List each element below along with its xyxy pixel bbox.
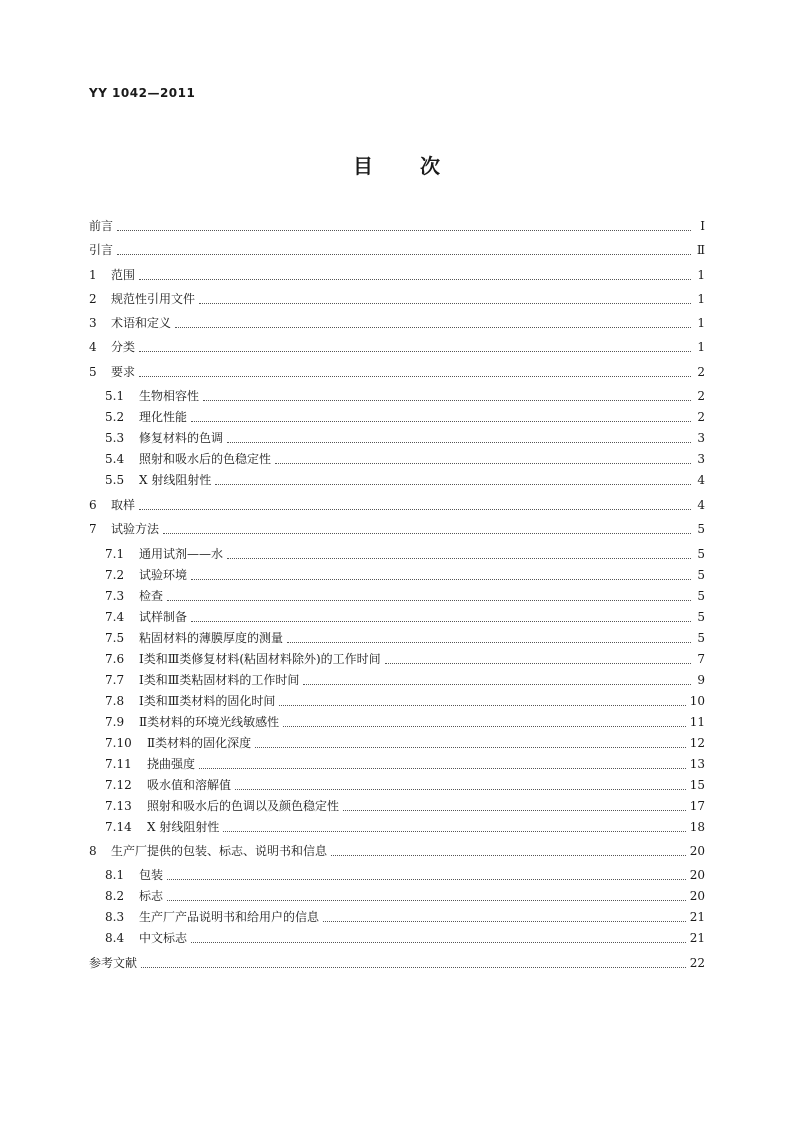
toc-entry-page: 2 — [697, 389, 705, 403]
toc-entry-number: 3 — [89, 316, 97, 330]
toc-entry-page: 17 — [689, 799, 705, 813]
toc-entry[interactable] — [89, 865, 705, 885]
toc-entry-title: Ⅰ类和Ⅲ类修复材料(粘固材料除外)的工作时间 — [139, 652, 381, 666]
toc-entry[interactable] — [89, 928, 705, 948]
toc-entry-title: 理化性能 — [139, 410, 188, 424]
toc-leader-dots — [117, 242, 691, 255]
toc-entry-number: 5.5 — [105, 473, 125, 487]
toc-leader-dots — [139, 267, 691, 280]
toc-entry-page: 10 — [689, 694, 705, 708]
toc-entry-title: 粘固材料的薄膜厚度的测量 — [139, 631, 284, 645]
toc-entry-title: 范围 — [111, 268, 136, 282]
toc-entry-title: X 射线阻射性 — [139, 473, 212, 487]
toc-entry-page: 9 — [697, 673, 705, 687]
toc-leader-dots — [385, 651, 691, 664]
toc-entry[interactable] — [89, 495, 705, 515]
toc-entry-page: 1 — [697, 340, 705, 354]
toc-leader-dots — [199, 291, 691, 304]
toc-entry-page: 12 — [689, 736, 705, 750]
toc-leader-dots — [275, 451, 691, 464]
toc-entry[interactable] — [89, 386, 705, 406]
toc-entry-number: 8.3 — [105, 910, 125, 924]
toc-leader-dots — [287, 630, 691, 643]
toc-entry[interactable] — [89, 428, 705, 448]
toc-title — [0, 150, 794, 179]
toc-entry-title: 标志 — [139, 889, 164, 903]
toc-entry-number: 7.2 — [105, 568, 125, 582]
toc-entry-number: 5 — [89, 365, 97, 379]
toc-entry-page: 5 — [697, 547, 705, 561]
toc-entry-page: 15 — [689, 778, 705, 792]
toc-leader-dots — [343, 798, 686, 811]
toc-entry[interactable] — [89, 216, 705, 236]
toc-entry-page: 1 — [697, 268, 705, 282]
toc-leader-dots — [215, 472, 691, 485]
toc-leader-dots — [167, 867, 686, 880]
toc-leader-dots — [255, 735, 686, 748]
toc-entry[interactable] — [89, 449, 705, 469]
toc-leader-dots — [167, 588, 691, 601]
toc-entry-page: 18 — [689, 820, 705, 834]
toc-entry[interactable] — [89, 754, 705, 774]
toc-entry-number: 7 — [89, 522, 97, 536]
toc-entry-page: 5 — [697, 568, 705, 582]
toc-entry[interactable] — [89, 907, 705, 927]
toc-entry[interactable] — [89, 265, 705, 285]
toc-entry-number: 8.4 — [105, 931, 125, 945]
toc-entry-page: 4 — [697, 498, 705, 512]
toc-leader-dots — [117, 218, 691, 231]
toc-entry[interactable] — [89, 407, 705, 427]
toc-entry-title: 中文标志 — [139, 931, 188, 945]
toc-entry-title: 照射和吸水后的色稳定性 — [139, 452, 272, 466]
toc-entry-number: 7.5 — [105, 631, 125, 645]
toc-leader-dots — [203, 388, 691, 401]
toc-entry-title: Ⅰ类和Ⅲ类粘固材料的工作时间 — [139, 673, 300, 687]
toc-entry-number: 5.2 — [105, 410, 125, 424]
toc-entry-page: 4 — [697, 473, 705, 487]
toc-leader-dots — [191, 409, 691, 422]
toc-entry-number: 5.1 — [105, 389, 125, 403]
toc-entry-page: 7 — [697, 652, 705, 666]
toc-entry-title: 规范性引用文件 — [111, 292, 196, 306]
toc-entry-page: 1 — [697, 316, 705, 330]
toc-entry-title: 要求 — [111, 365, 136, 379]
toc-leader-dots — [227, 430, 691, 443]
toc-entry[interactable] — [89, 607, 705, 627]
toc-entry[interactable] — [89, 817, 705, 837]
toc-leader-dots — [191, 567, 691, 580]
toc-entry-page: 1 — [697, 292, 705, 306]
toc-entry-title: Ⅱ类材料的固化深度 — [147, 736, 252, 750]
toc-leader-dots — [323, 909, 686, 922]
toc-entry-number: 7.13 — [105, 799, 132, 813]
toc-entry-title: 引言 — [89, 243, 114, 257]
toc-entry[interactable] — [89, 953, 705, 973]
toc-entry-page: 5 — [697, 522, 705, 536]
toc-entry-title: 挠曲强度 — [147, 757, 196, 771]
toc-leader-dots — [331, 843, 686, 856]
toc-entry-number: 7.8 — [105, 694, 125, 708]
toc-entry-title: 生产厂产品说明书和给用户的信息 — [139, 910, 320, 924]
toc-entry[interactable] — [89, 775, 705, 795]
toc-entry[interactable] — [89, 313, 705, 333]
toc-entry-number: 8.1 — [105, 868, 125, 882]
toc-entry-page: 13 — [689, 757, 705, 771]
toc-leader-dots — [235, 777, 686, 790]
toc-entry[interactable] — [89, 289, 705, 309]
toc-entry-title: 吸水值和溶解值 — [147, 778, 232, 792]
toc-leader-dots — [139, 364, 691, 377]
toc-entry-page: Ⅰ — [700, 219, 705, 233]
toc-entry-page: 21 — [689, 931, 705, 945]
toc-entry-page: 20 — [689, 889, 705, 903]
toc-leader-dots — [303, 672, 691, 685]
toc-entry-number: 4 — [89, 340, 97, 354]
toc-entry[interactable] — [89, 796, 705, 816]
toc-entry-number: 2 — [89, 292, 97, 306]
toc-leader-dots — [279, 693, 685, 706]
toc-entry[interactable] — [89, 841, 705, 861]
toc-entry-page: 20 — [689, 844, 705, 858]
toc-leader-dots — [163, 521, 691, 534]
toc-entry[interactable] — [89, 544, 705, 564]
toc-leader-dots — [199, 756, 686, 769]
toc-entry-title: X 射线阻射性 — [147, 820, 220, 834]
toc-leader-dots — [175, 315, 691, 328]
toc-entry-number: 7.11 — [105, 757, 132, 771]
toc-entry-number: 6 — [89, 498, 97, 512]
toc-entry[interactable] — [89, 733, 705, 753]
toc-entry-title: 参考文献 — [89, 956, 138, 970]
toc-entry[interactable] — [89, 649, 705, 669]
toc-entry-title: 取样 — [111, 498, 136, 512]
toc-entry[interactable] — [89, 886, 705, 906]
toc-entry[interactable] — [89, 337, 705, 357]
toc-entry-page: 2 — [697, 365, 705, 379]
toc-entry[interactable] — [89, 470, 705, 490]
toc-entry-number: 7.3 — [105, 589, 125, 603]
toc-entry-page: 2 — [697, 410, 705, 424]
toc-entry-number: 1 — [89, 268, 97, 282]
toc-entry-title: 生物相容性 — [139, 389, 200, 403]
toc-leader-dots — [139, 497, 691, 510]
toc-entry-number: 7.9 — [105, 715, 125, 729]
toc-leader-dots — [283, 714, 686, 727]
toc-entry[interactable] — [89, 586, 705, 606]
toc-leader-dots — [139, 339, 691, 352]
toc-entry-page: 3 — [697, 452, 705, 466]
toc-leader-dots — [227, 546, 691, 559]
toc-entry[interactable] — [89, 628, 705, 648]
toc-entry-page: 22 — [689, 956, 705, 970]
toc-leader-dots — [223, 819, 685, 832]
toc-entry[interactable] — [89, 712, 705, 732]
toc-entry-page: 20 — [689, 868, 705, 882]
toc-entry-title: Ⅱ类材料的环境光线敏感性 — [139, 715, 280, 729]
toc-title-part1: 目 — [353, 154, 374, 178]
toc-entry[interactable] — [89, 362, 705, 382]
toc-entry-title: 术语和定义 — [111, 316, 172, 330]
toc-entry-title: Ⅰ类和Ⅲ类材料的固化时间 — [139, 694, 276, 708]
toc-title-part2: 次 — [420, 154, 441, 178]
toc-entry-title: 分类 — [111, 340, 136, 354]
standard-code: YY 1042—2011 — [89, 86, 196, 100]
toc-entry-title: 照射和吸水后的色调以及颜色稳定性 — [147, 799, 340, 813]
toc-leader-dots — [191, 609, 691, 622]
toc-entry[interactable] — [89, 240, 705, 260]
toc-entry-number: 5.4 — [105, 452, 125, 466]
toc-leader-dots — [141, 955, 686, 968]
toc-entry[interactable] — [89, 519, 705, 539]
toc-entry-number: 7.7 — [105, 673, 125, 687]
toc-entry-number: 8.2 — [105, 889, 125, 903]
toc-entry-title: 试样制备 — [139, 610, 188, 624]
toc-entry-page: 3 — [697, 431, 705, 445]
toc-entry-title: 前言 — [89, 219, 114, 233]
toc-entry-title: 试验方法 — [111, 522, 160, 536]
toc-entry-number: 7.12 — [105, 778, 132, 792]
toc-entry-number: 7.14 — [105, 820, 132, 834]
toc-entry[interactable] — [89, 691, 705, 711]
toc-entry-page: 11 — [689, 715, 705, 729]
toc-entry-page: 5 — [697, 610, 705, 624]
toc-entry-number: 7.4 — [105, 610, 125, 624]
toc-entry-page: 5 — [697, 631, 705, 645]
toc-entry-page: Ⅱ — [696, 243, 705, 257]
toc-entry[interactable] — [89, 565, 705, 585]
toc-entry-number: 7.6 — [105, 652, 125, 666]
toc-entry-page: 21 — [689, 910, 705, 924]
toc-entry-title: 生产厂提供的包装、标志、说明书和信息 — [111, 844, 328, 858]
toc-entry-title: 包装 — [139, 868, 164, 882]
toc-entry-title: 通用试剂——水 — [139, 547, 224, 561]
toc-entry-number: 7.1 — [105, 547, 125, 561]
toc-entry-title: 检查 — [139, 589, 164, 603]
toc-entry-page: 5 — [697, 589, 705, 603]
toc-entry-title: 试验环境 — [139, 568, 188, 582]
toc-entry-title: 修复材料的色调 — [139, 431, 224, 445]
toc-leader-dots — [167, 888, 686, 901]
toc-entry-number: 7.10 — [105, 736, 132, 750]
toc-leader-dots — [191, 930, 686, 943]
toc-entry-number: 5.3 — [105, 431, 125, 445]
toc-entry-number: 8 — [89, 844, 97, 858]
toc-entry[interactable] — [89, 670, 705, 690]
